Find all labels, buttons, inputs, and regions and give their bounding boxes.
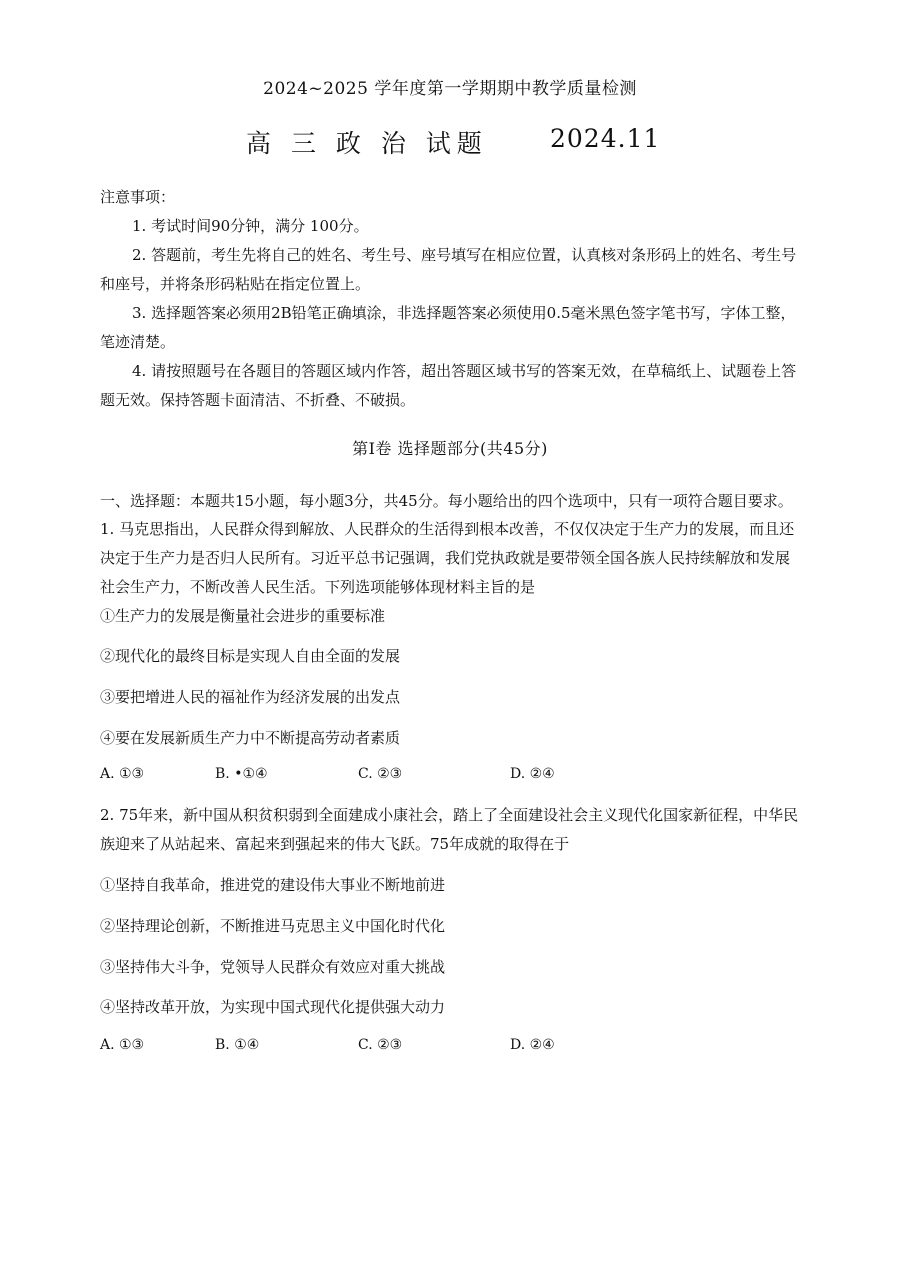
notice-item-1: 1. 考试时间90分钟，满分 100分。 [132, 217, 369, 235]
question-1-stem: 1. 马克思指出，人民群众得到解放、人民群众的生活得到根本改善，不仅仅决定于生产力的发展，而且还决定于生产力是否归人民所有。习近平总书记强调，我们党执政就是要带领全国各族人民持续解放和发展社会生产力，不断改善人民生活。下列选项能够体现材料主旨的是 [100, 520, 795, 596]
question-1-option-d: D. ②④ [510, 766, 555, 782]
notice-block [100, 183, 800, 415]
question-2-option-b: B. ①④ [215, 1037, 260, 1053]
question-1-option-a: A. ①③ [100, 766, 145, 782]
question-1-options [100, 766, 800, 788]
exam-date: 2024.11 [550, 124, 661, 153]
title-row [0, 124, 900, 160]
section-title: 第Ⅰ卷 选择题部分(共45分) [352, 439, 548, 458]
question-2-options [100, 1037, 800, 1059]
question-2-stem: 2. 75年来，新中国从积贫积弱到全面建成小康社会，踏上了全面建设社会主义现代化国家新征程，中华民族迎来了从站起来、富起来到强起来的伟大飞跃。75年成就的取得在于 [100, 806, 799, 853]
question-1-statement-3: ③要把增进人民的福祉作为经济发展的出发点 [100, 688, 401, 706]
question-2-option-c: C. ②③ [358, 1037, 403, 1053]
exam-header: 2024~2025 学年度第一学期期中教学质量检测 [263, 79, 637, 99]
question-1-statement-2: ②现代化的最终目标是实现人自由全面的发展 [100, 647, 401, 665]
notice-item-4: 4. 请按照题号在各题目的答题区域内作答，超出答题区域书写的答案无效，在草稿纸上、试题卷上答题无效。保持答题卡面清洁、不折叠、不破损。 [100, 362, 797, 409]
question-2-statement-4: ④坚持改革开放，为实现中国式现代化提供强大动力 [100, 998, 446, 1016]
question-2-statement-1: ①坚持自我革命，推进党的建设伟大事业不断地前进 [100, 876, 446, 894]
notice-item-2: 2. 答题前，考生先将自己的姓名、考生号、座号填写在相应位置，认真核对条形码上的姓名、考生号和座号，并将条形码粘贴在指定位置上。 [100, 246, 797, 293]
notice-item-3: 3. 选择题答案必须用2B铅笔正确填涂，非选择题答案必须使用0.5毫米黑色签字笔书写，字体工整，笔迹清楚。 [100, 304, 796, 351]
question-1-option-b: B. •①④ [215, 766, 268, 782]
question-1-option-c: C. ②③ [358, 766, 403, 782]
question-1-statement-1: ①生产力的发展是衡量社会进步的重要标准 [100, 607, 386, 625]
question-2-statement-2: ②坚持理论创新，不断推进马克思主义中国化时代化 [100, 917, 446, 935]
question-2-statement-3: ③坚持伟大斗争，党领导人民群众有效应对重大挑战 [100, 958, 446, 976]
notice-heading: 注意事项： [100, 188, 176, 206]
section-intro: 一、选择题：本题共15小题，每小题3分，共45分。每小题给出的四个选项中，只有一项符合题目要求。 [100, 492, 793, 510]
question-2-option-a: A. ①③ [100, 1037, 145, 1053]
question-2-option-d: D. ②④ [510, 1037, 555, 1053]
exam-subject-title: 高 三 政 治 试题 [246, 129, 488, 158]
question-1-statement-4: ④要在发展新质生产力中不断提高劳动者素质 [100, 729, 401, 747]
